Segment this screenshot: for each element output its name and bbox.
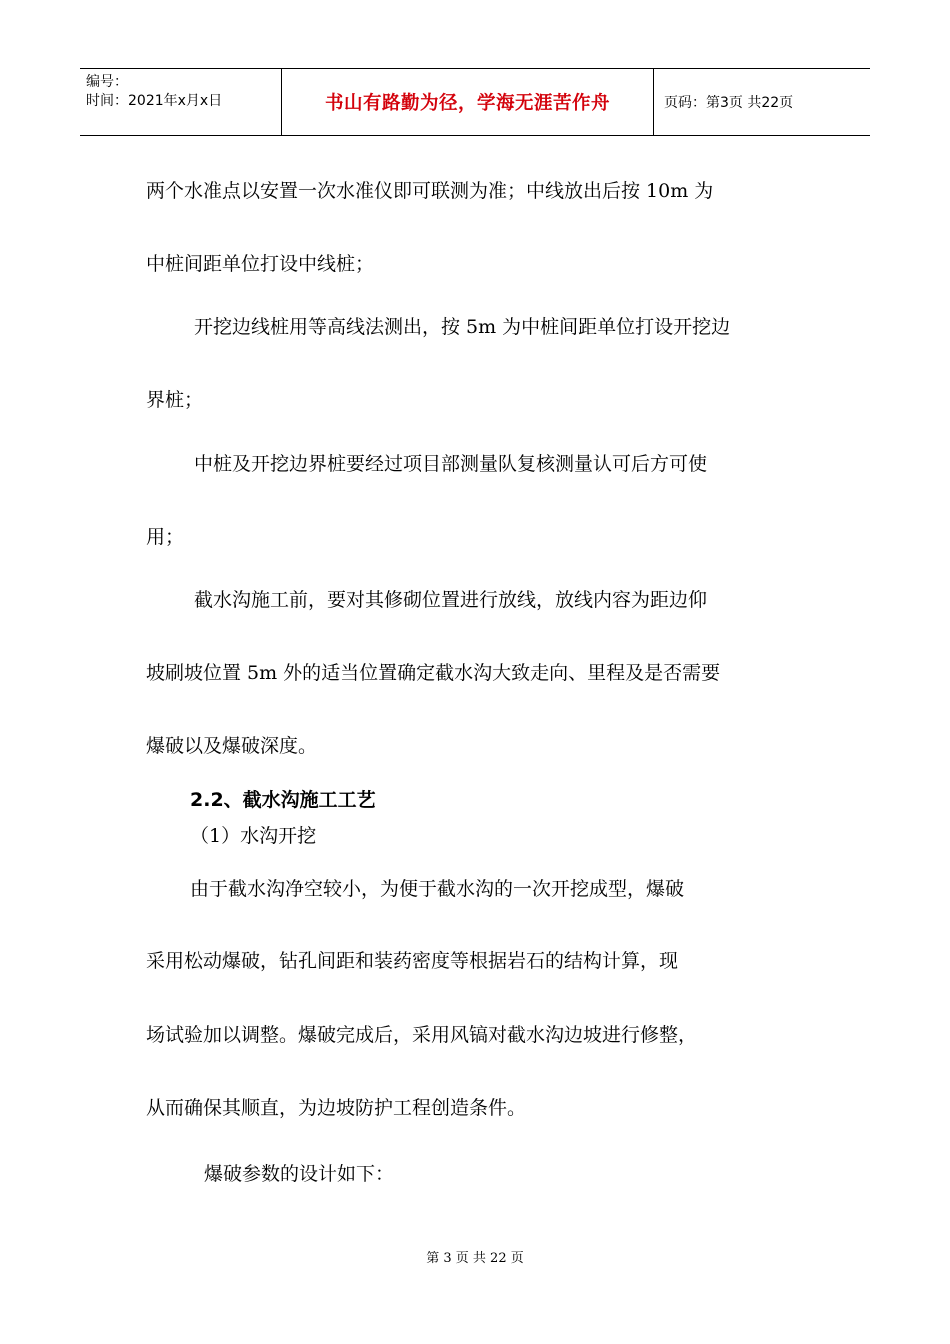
page-footer: 第 3 页 共 22 页 <box>426 1251 524 1266</box>
page-info: 页码：第3页 共22页 <box>664 95 794 111</box>
body-line: 中桩间距单位打设中线桩； <box>146 253 375 275</box>
body-line: 截水沟施工前，要对其修砌位置进行放线，放线内容为距边仰 <box>194 589 708 611</box>
body-line: 场试验加以调整。爆破完成后，采用风镐对截水沟边坡进行修整， <box>146 1024 698 1046</box>
body-line: 界桩； <box>146 389 204 411</box>
time-label: 时间：2021年x月x日 <box>86 93 223 109</box>
header-motto-cell <box>282 69 654 135</box>
body-line: 从而确保其顺直，为边坡防护工程创造条件。 <box>146 1097 527 1119</box>
header-meta-cell <box>80 69 282 135</box>
body-line: 用； <box>146 526 185 548</box>
motto-text: 书山有路勤为径，学海无涯苦作舟 <box>324 93 610 114</box>
subsection-title: （1）水沟开挖 <box>190 825 317 847</box>
document-header <box>80 68 870 136</box>
body-line: 两个水准点以安置一次水准仪即可联测为准；中线放出后按 10m 为 <box>146 180 714 202</box>
body-line: 坡刷坡位置 5m 外的适当位置确定截水沟大致走向、里程及是否需要 <box>146 662 721 684</box>
section-title: 2.2、截水沟施工工艺 <box>190 789 376 811</box>
header-page-cell <box>654 69 870 135</box>
body-line: 爆破参数的设计如下： <box>204 1163 395 1185</box>
body-line: 开挖边线桩用等高线法测出，按 5m 为中桩间距单位打设开挖边 <box>194 316 731 338</box>
number-label: 编号： <box>86 74 128 90</box>
body-line: 采用松动爆破，钻孔间距和装药密度等根据岩石的结构计算，现 <box>146 950 679 972</box>
body-line: 由于截水沟净空较小，为便于截水沟的一次开挖成型，爆破 <box>190 878 685 900</box>
body-line: 爆破以及爆破深度。 <box>146 735 318 757</box>
body-line: 中桩及开挖边界桩要经过项目部测量队复核测量认可后方可使 <box>194 453 708 475</box>
